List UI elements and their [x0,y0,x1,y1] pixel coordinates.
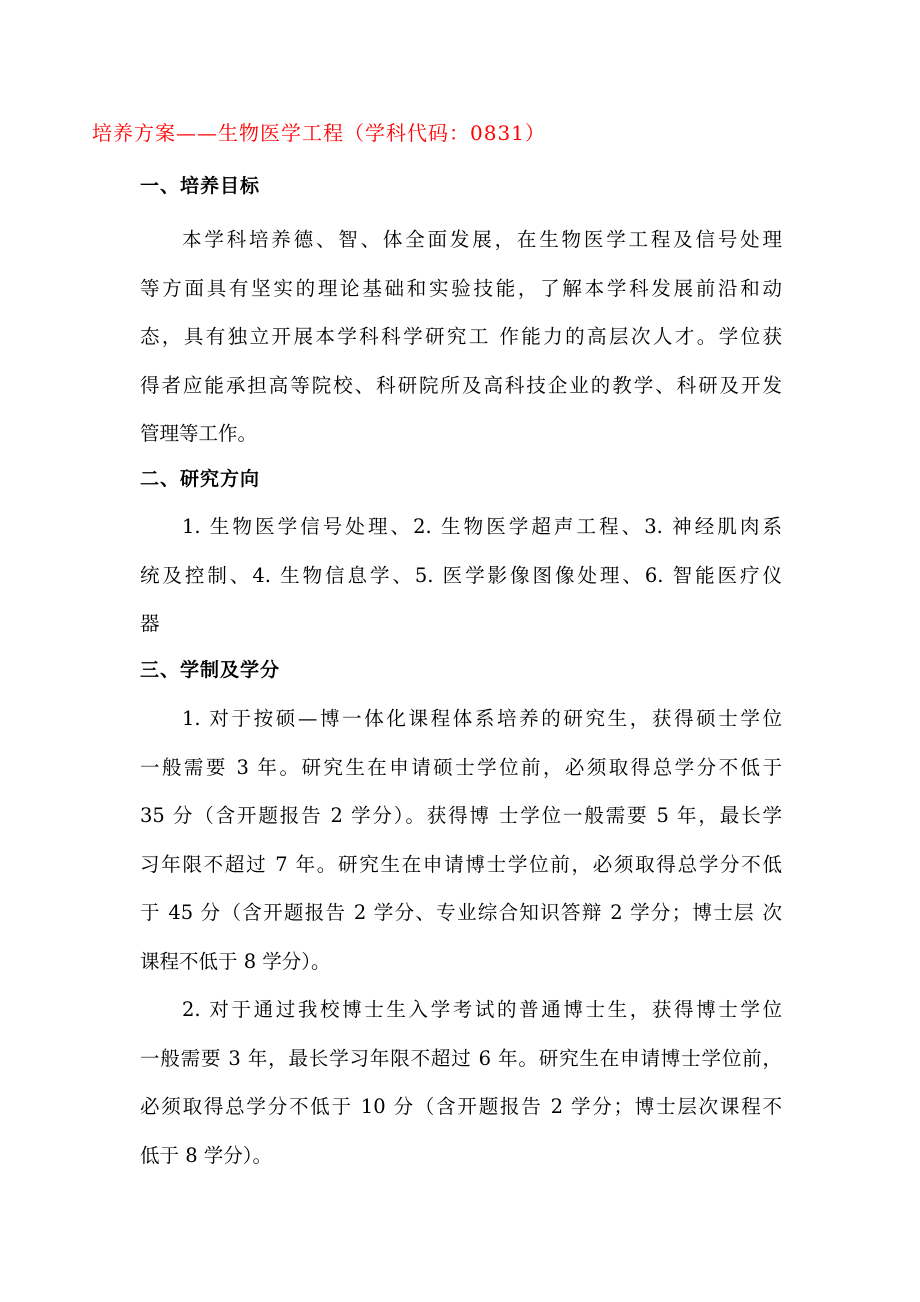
section-heading-research-directions: 二、研究方向 [140,468,261,490]
text-line: 一般需要 3 年。研究生在申请硕士学位前，必须取得总学分不低于 [140,755,782,779]
text-line: 态，具有独立开展本学科科学研究工 作能力的高层次人才。学位获 [140,325,782,349]
text-line: 低于 8 学分）。 [140,1143,273,1167]
section-heading-duration-and-credits: 三、学制及学分 [140,659,281,681]
paragraph-credits-regular-phd [140,986,782,1180]
text-line: 本学科培养德、智、体全面发展，在生物医学工程及信号处理 [182,228,782,251]
paragraph-credits-integrated-program [140,695,782,987]
text-line: 1. 对于按硕—博一体化课程体系培养的研究生，获得硕士学位 [182,707,782,730]
text-line: 得者应能承担高等院校、科研院所及高科技企业的教学、科研及开发 [140,373,782,397]
text-line: 1. 生物医学信号处理、2. 生物医学超声工程、3. 神经肌肉系 [182,515,782,538]
text-line: 课程不低于 8 学分）。 [140,949,331,973]
text-line: 于 45 分（含开题报告 2 学分、专业综合知识答辩 2 学分；博士层 次 [140,901,782,925]
text-line: 必须取得总学分不低于 10 分（含开题报告 2 学分；博士层次课程不 [140,1095,782,1119]
section-heading-training-objectives: 一、培养目标 [140,175,261,197]
text-line: 统及控制、4. 生物信息学、5. 医学影像图像处理、6. 智能医疗仪 [140,563,782,587]
paragraph-research-directions [140,503,782,649]
text-line: 2. 对于通过我校博士生入学考试的普通博士生，获得博士学位 [182,998,782,1021]
paragraph-training-objectives [140,216,782,459]
text-line: 器 [140,612,160,636]
text-line: 一般需要 3 年，最长学习年限不超过 6 年。研究生在申请博士学位前， [140,1046,782,1070]
text-line: 等方面具有坚实的理论基础和实验技能，了解本学科发展前沿和动 [140,276,782,300]
text-line: 管理等工作。 [140,422,258,446]
document-title: 培养方案——生物医学工程（学科代码：0831） [92,121,546,145]
text-line: 35 分（含开题报告 2 学分）。获得博 士学位一般需要 5 年，最长学 [140,804,782,828]
text-line: 习年限不超过 7 年。研究生在申请博士学位前，必须取得总学分不低 [140,852,782,876]
